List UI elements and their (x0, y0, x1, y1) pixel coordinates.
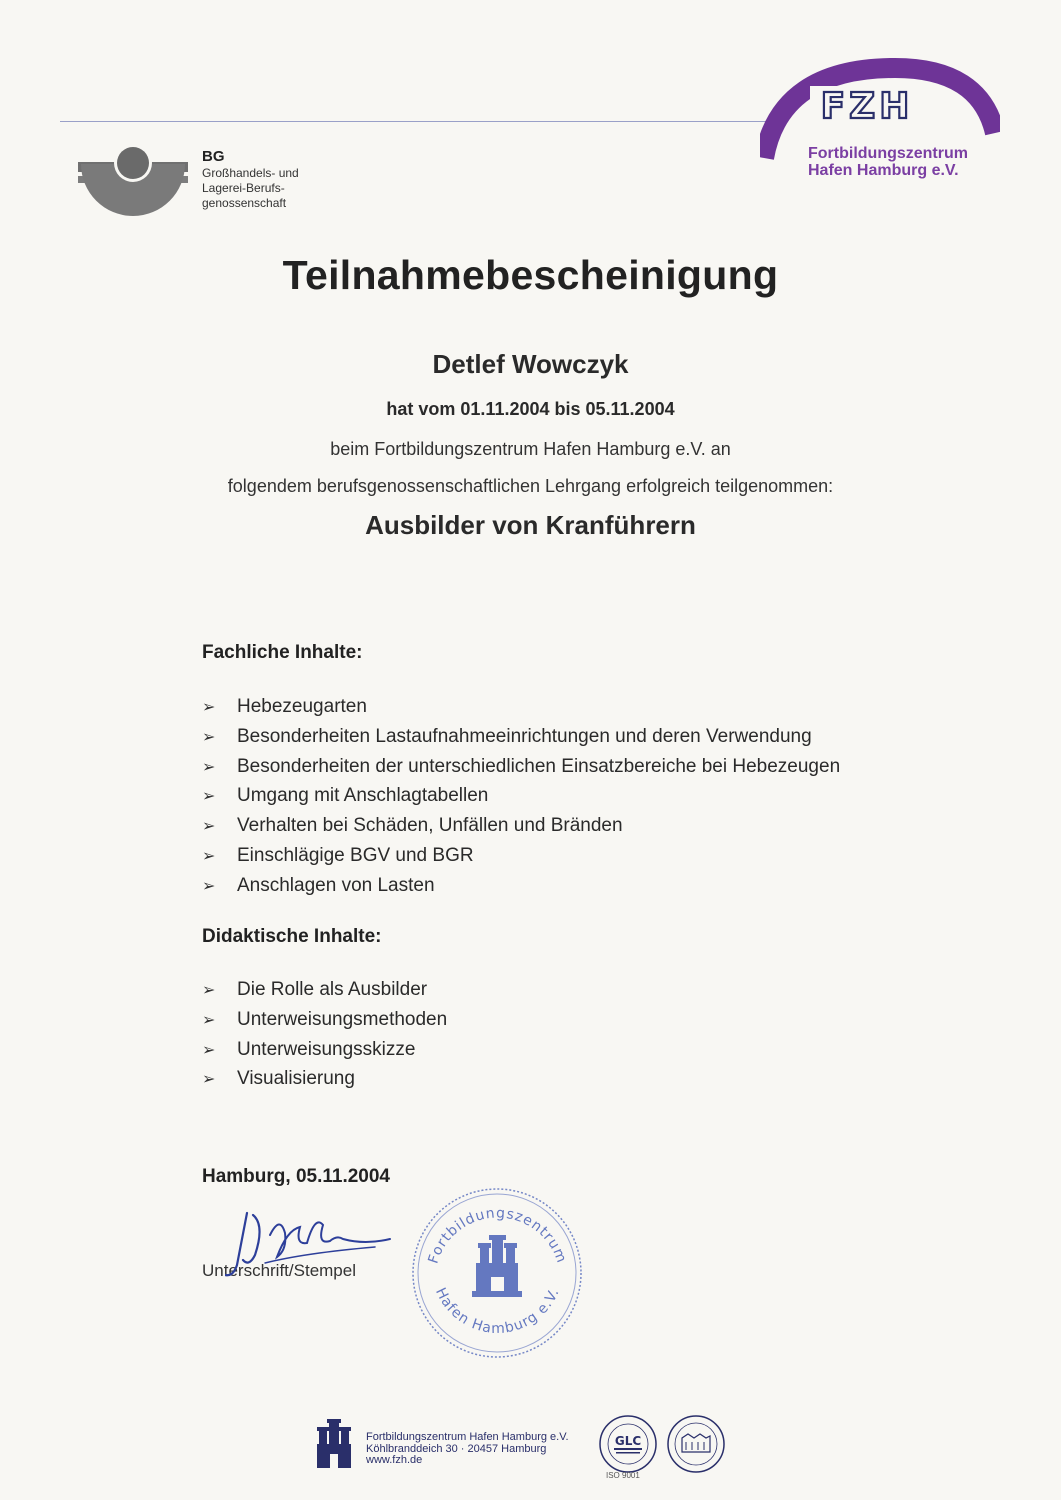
arrow-bullet-icon: ➢ (202, 1011, 216, 1029)
institution-stamp (410, 1185, 585, 1360)
hamburg-crest-icon (314, 1418, 354, 1470)
footer-web: www.fzh.de (366, 1454, 423, 1466)
list-item-label: Die Rolle als Ausbilder (237, 979, 428, 1000)
bg-name-line: genossenschaft (202, 196, 287, 210)
technical-contents-list (202, 692, 840, 901)
arrow-bullet-icon: ➢ (202, 847, 216, 865)
list-item (202, 1064, 447, 1094)
footer-address (366, 1432, 569, 1467)
statement-line-2: folgendem berufsgenossenschaftlichen Lehrgang erfolgreich teilgenommen: (227, 476, 834, 496)
bg-name-line: Großhandels- und (202, 166, 299, 180)
iso-label: ISO 9001 (606, 1471, 640, 1480)
arrow-bullet-icon: ➢ (202, 788, 216, 806)
signature-image (225, 1205, 400, 1280)
bg-name-line: Lagerei-Berufs- (202, 181, 285, 195)
course-title: Ausbilder von Kranführern (365, 510, 696, 540)
fzh-name-line: Hafen Hamburg e.V. (808, 162, 959, 179)
place-date: Hamburg, 05.11.2004 (202, 1166, 390, 1187)
bg-logo-icon (78, 140, 188, 220)
list-item (202, 1035, 447, 1065)
list-item (202, 811, 840, 841)
fzh-name-line: Fortbildungszentrum (808, 145, 968, 162)
hamburg-crest-icon (472, 1235, 522, 1297)
bg-abbr: BG (202, 148, 225, 165)
list-item-label: Besonderheiten der unterschiedlichen Einsatzbereiche bei Hebezeugen (237, 755, 841, 777)
arrow-bullet-icon: ➢ (202, 728, 216, 746)
glc-logo-text: GLC (614, 1434, 642, 1448)
arrow-bullet-icon: ➢ (202, 699, 216, 716)
list-item-label: Besonderheiten Lastaufnahmeeinrichtungen und deren Verwendung (237, 725, 812, 747)
footer-org: Fortbildungszentrum Hafen Hamburg e.V. (366, 1431, 569, 1443)
technical-contents-heading: Fachliche Inhalte: (202, 642, 363, 663)
header-rule (60, 121, 775, 122)
page-title: Teilnahmebescheinigung (282, 252, 779, 298)
list-item (202, 752, 840, 782)
list-item (202, 841, 840, 871)
list-item (202, 781, 840, 811)
list-item-label: Unterweisungsmethoden (237, 1008, 448, 1030)
signature-label: Unterschrift/Stempel (202, 1261, 356, 1280)
arrow-bullet-icon: ➢ (202, 1041, 216, 1059)
list-item-label: Verhalten bei Schäden, Unfällen und Bränden (237, 815, 623, 837)
arrow-bullet-icon: ➢ (202, 1071, 216, 1089)
stamp-text-bottom: Hafen Hamburg e.V. (432, 1285, 563, 1338)
footer-street: Köhlbranddeich 30 · 20457 Hamburg (366, 1442, 547, 1455)
stamp-text-top: Fortbildungszentrum (425, 1205, 570, 1266)
bg-name (202, 148, 299, 211)
list-item-label: Umgang mit Anschlagtabellen (237, 785, 489, 807)
list-item-label: Hebezeugarten (237, 696, 367, 717)
list-item (202, 1005, 447, 1035)
list-item (202, 692, 840, 722)
fzh-logo-text: FZH (820, 86, 914, 127)
didactic-contents-heading: Didaktische Inhalte: (202, 926, 382, 947)
arrow-bullet-icon: ➢ (202, 818, 216, 836)
glc-certification-seal (598, 1414, 658, 1474)
list-item-label: Einschlägige BGV und BGR (237, 844, 474, 866)
list-item-label: Unterweisungsskizze (237, 1038, 416, 1060)
arrow-bullet-icon: ➢ (202, 877, 216, 895)
statement-line-1: beim Fortbildungszentrum Hafen Hamburg e.V. an (330, 439, 731, 459)
course-dates: hat vom 01.11.2004 bis 05.11.2004 (386, 399, 675, 419)
list-item (202, 871, 840, 901)
fzh-name (808, 145, 968, 179)
arrow-bullet-icon: ➢ (202, 758, 216, 776)
recipient-name: Detlef Wowczyk (432, 349, 629, 379)
list-item (202, 722, 840, 752)
arrow-bullet-icon: ➢ (202, 982, 216, 999)
list-item-label: Visualisierung (237, 1068, 355, 1090)
quality-seal (666, 1414, 726, 1474)
list-item-label: Anschlagen von Lasten (237, 874, 435, 896)
list-item (202, 975, 447, 1005)
didactic-contents-list (202, 975, 447, 1094)
